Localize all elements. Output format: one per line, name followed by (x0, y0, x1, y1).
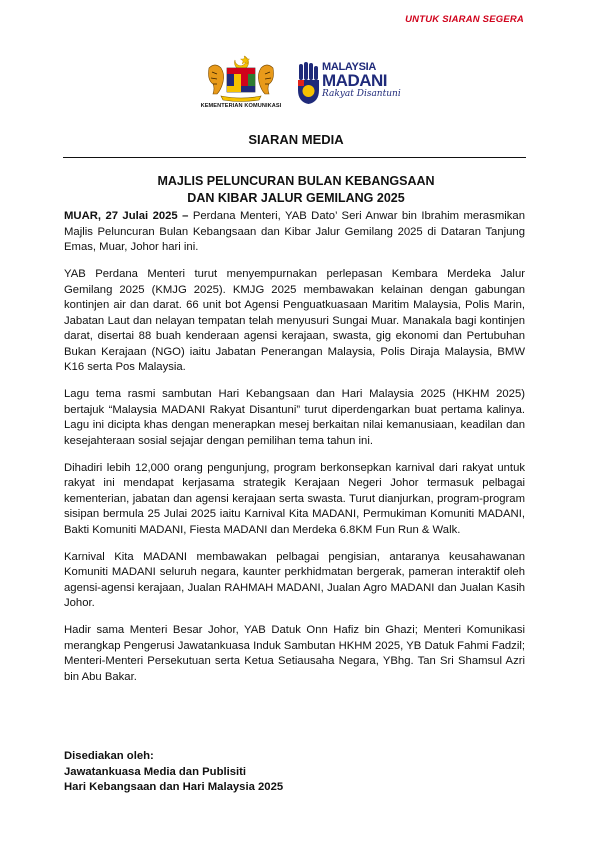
paragraph-3: Lagu tema rasmi sambutan Hari Kebangsaan dan Hari Malaysia 2025 (HKHM 2025) bertajuk “Malaysia MADANI Rakyat Disantuni” turut diperdengarkan buat pertama kalinya. Lagu ini dicipta khas dengan menerapkan mesej berkaitan nilai kemanusiaan, keadilan dan kesejahteraan sosial sejajar dengan pemilihan tema tahun ini. (64, 388, 525, 447)
madani-wordmark-line2: MADANI (322, 71, 387, 90)
malaysia-coat-of-arms-icon (199, 54, 283, 104)
paragraph-4: Dihadiri lebih 12,000 orang pengunjung, program berkonsepkan karnival dari rakyat untuk rakyat ini mendapat kerjasama strategik Kerajaan Negeri Johor termasuk pelbagai kementerian, jabatan dan agensi kerajaan serta swasta. Turut dianjurkan, program-program sisipan bermula 25 Julai 2025 iaitu Karnival Kita MADANI, Permukiman Komuniti MADANI, Bakti Komuniti MADANI, Fiesta MADANI dan Merdeka 6.8KM Fun Run & Walk. (64, 461, 525, 536)
event-name: Hari Kebangsaan dan Hari Malaysia 2025 (64, 781, 284, 793)
ministry-logo (195, 54, 287, 116)
article-body (64, 209, 525, 697)
header-logos (195, 54, 425, 116)
release-tag: UNTUK SIARAN SEGERA (405, 14, 524, 25)
event-title-line2: DAN KIBAR JALUR GEMILANG 2025 (187, 191, 405, 205)
madani-wordmark-line1: MALAYSIA (322, 61, 377, 73)
media-title: SIARAN MEDIA (248, 132, 344, 147)
dateline: MUAR, 27 Julai 2025 – (64, 210, 189, 222)
paragraph-1-text: Perdana Menteri, YAB Dato’ Seri Anwar bin Ibrahim merasmikan Majlis Peluncuran Bulan Kebangsaan dan Kibar Jalur Gemilang 2025 di Dataran Tanjung Emas, Muar, Johor hari ini. (64, 210, 525, 253)
paragraph-1 (64, 209, 525, 256)
signoff (64, 749, 283, 796)
ministry-caption: KEMENTERIAN KOMUNIKASI (200, 103, 282, 109)
madani-tagline: Rakyat Disantuni (322, 89, 401, 99)
madani-hand-icon (295, 62, 323, 106)
paragraph-6: Hadir sama Menteri Besar Johor, YAB Datuk Onn Hafiz bin Ghazi; Menteri Komunikasi merangkap Pengerusi Jawatankuasa Induk Sambutan HKHM 2025, YB Datuk Fahmi Fadzil; Menteri-Menteri Persekutuan serta Ketua Setiausaha Negara, YBhg. Tan Sri Shamsul Azri bin Abu Bakar. (64, 624, 525, 683)
committee-name: Jawatankuasa Media dan Publisiti (64, 765, 247, 778)
madani-wordmark (322, 62, 401, 99)
event-title (0, 173, 592, 207)
event-title-line1: MAJLIS PELUNCURAN BULAN KEBANGSAAN (157, 174, 435, 188)
prepared-by-label: Disediakan oleh: (64, 750, 154, 762)
paragraph-5: Karnival Kita MADANI membawakan pelbagai pengisian, antaranya keusahawanan Komuniti MADANI seluruh negara, kaunter perkhidmatan bergerak, pameran interaktif oleh agensi-agensi kerajaan, Jualan RAHMAH MADANI, Jualan Agro MADANI dan Jualan Kasih Johor. (64, 550, 525, 609)
malaysia-madani-logo (295, 60, 425, 112)
paragraph-2: YAB Perdana Menteri turut menyempurnakan perlepasan Kembara Merdeka Jalur Gemilang 2025 (KMJG 2025). KMJG 2025 membawakan kelainan dengan gabungan kontinjen air dan darat. 66 unit bot Agensi Penguatkuasaan Maritim Malaysia, Polis Marin, Jabatan Laut dan nelayan tempatan telah menyusuri Sungai Muar. Manakala bagi kontinjen darat, disertai 88 buah kenderaan agensi kerajaan, swasta, gig ekonomi dan Pertubuhan Bukan Kerajaan (NGO) iaitu Jabatan Penerangan Malaysia, Polis Diraja Malaysia, BMW K16 serta Pos Malaysia. (64, 268, 525, 373)
title-divider (63, 157, 526, 158)
